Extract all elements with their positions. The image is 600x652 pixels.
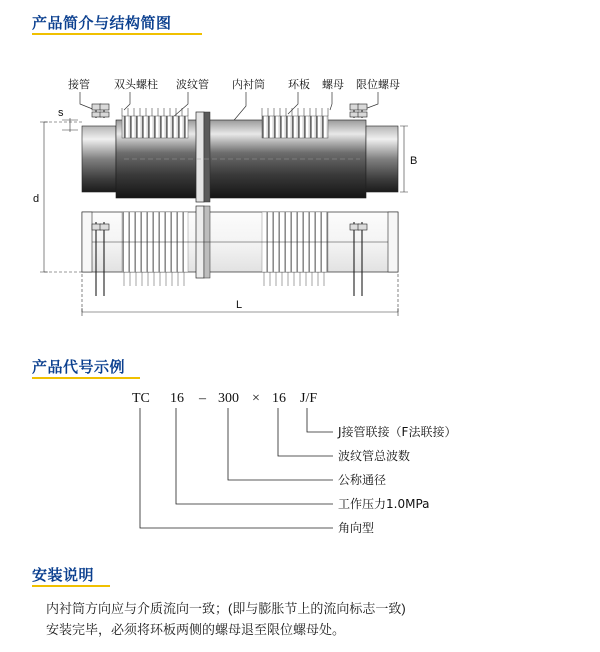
code-string	[132, 391, 317, 406]
section-title-intro: 产品简介与结构简图	[32, 15, 172, 32]
callout-bellows: 波纹管	[176, 78, 209, 91]
dimension-label-L: L	[236, 299, 243, 311]
top-assembly	[82, 104, 398, 202]
structure-diagram	[0, 60, 600, 350]
code-part-dn: 300	[218, 391, 239, 406]
dimension-label-d: d	[33, 193, 40, 205]
code-part-pressure: 16	[170, 391, 184, 406]
install-notes	[46, 598, 566, 640]
code-part-dash: –	[199, 391, 206, 406]
callout-ring-plate: 环板	[288, 78, 310, 91]
section-underline-install	[32, 585, 110, 587]
code-part-connection: J/F	[300, 391, 318, 406]
callout-liner: 内衬筒	[232, 78, 265, 91]
legend-connection: J接管联接（F法联接）	[338, 425, 457, 439]
code-part-waves: 16	[272, 391, 286, 406]
dimension-label-s: s	[58, 107, 64, 119]
legend-dn: 公称通径	[338, 473, 387, 487]
section-underline-code	[32, 377, 140, 379]
install-note-1: 内衬筒方向应与介质流向一致；(即与膨胀节上的流向标志一致)	[46, 601, 406, 616]
callout-connector-pipe: 接管	[68, 78, 90, 91]
dimension-label-B: B	[410, 155, 418, 167]
callout-limit-nut: 限位螺母	[356, 78, 400, 91]
section-title-install: 安装说明	[32, 567, 95, 584]
callout-nut: 螺母	[322, 78, 344, 91]
legend-type: 角向型	[338, 521, 375, 535]
install-note-2: 安装完毕，必须将环板两侧的螺母退至限位螺母处。	[46, 622, 346, 637]
callout-labels	[68, 77, 400, 91]
section-title-code: 产品代号示例	[32, 359, 126, 376]
legend-pressure: 工作压力1.0MPa	[338, 497, 430, 511]
code-part-times: ×	[252, 391, 260, 406]
code-leaders	[140, 408, 333, 528]
legend-waves: 波纹管总波数	[338, 449, 411, 463]
code-legend	[337, 424, 456, 535]
product-code-diagram	[0, 380, 600, 550]
bottom-assembly	[82, 206, 398, 296]
code-part-series: TC	[132, 391, 150, 406]
callout-double-head-stud: 双头螺柱	[114, 78, 158, 91]
section-underline-intro	[32, 33, 202, 35]
